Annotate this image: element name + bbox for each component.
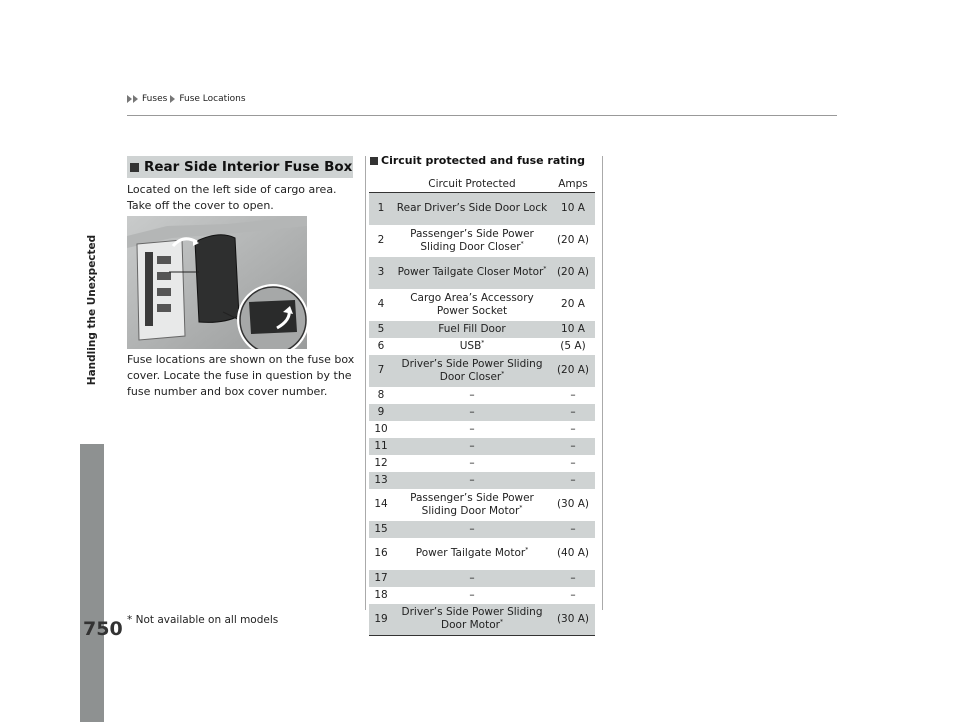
circuit-label: – bbox=[469, 388, 475, 401]
fuse-amps: – bbox=[551, 438, 595, 455]
fuse-amps: (20 A) bbox=[556, 234, 590, 246]
footnote-asterisk: * bbox=[481, 339, 485, 346]
circuit-label: – bbox=[469, 456, 475, 469]
table-row bbox=[369, 387, 595, 404]
fuse-amps: – bbox=[570, 422, 576, 435]
circuit-label: Fuel Fill Door bbox=[438, 322, 506, 335]
table-row bbox=[369, 489, 595, 521]
fuse-number: 9 bbox=[369, 404, 393, 421]
chevron-right-icon bbox=[170, 95, 175, 103]
fuse-number: 13 bbox=[369, 472, 393, 489]
fuse-number: 11 bbox=[369, 438, 393, 455]
table-row bbox=[369, 193, 595, 225]
table-row bbox=[369, 521, 595, 538]
circuit-label: USB bbox=[459, 339, 482, 352]
fuse-number: 17 bbox=[369, 570, 393, 587]
circuit-protected bbox=[393, 421, 551, 438]
circuit-protected bbox=[393, 321, 551, 338]
column-divider bbox=[602, 156, 603, 610]
fuse-amps: – bbox=[551, 521, 595, 538]
circuit-protected bbox=[393, 257, 551, 289]
fuse-number: 3 bbox=[369, 257, 393, 289]
circuit-protected bbox=[393, 404, 551, 421]
table-row bbox=[369, 455, 595, 472]
circuit-protected bbox=[393, 193, 551, 225]
table-heading bbox=[370, 154, 585, 167]
footnote-asterisk: * bbox=[501, 370, 505, 377]
table-row bbox=[369, 421, 595, 438]
fuse-number: 2 bbox=[377, 234, 385, 246]
table-row bbox=[369, 257, 595, 289]
fuse-number: 4 bbox=[377, 298, 385, 310]
fuse-amps: 10 A bbox=[551, 321, 595, 338]
section-instructions: Fuse locations are shown on the fuse box cover. Locate the fuse in question by the fuse number and box cover number. bbox=[127, 353, 355, 398]
fuse-number: 1 bbox=[369, 193, 393, 225]
fuse-amps: – bbox=[570, 388, 576, 401]
fuse-number: 10 bbox=[374, 422, 388, 435]
circuit-label: Passenger’s Side Power Sliding Door Motor bbox=[410, 491, 534, 517]
header-amps: Amps bbox=[551, 176, 595, 193]
breadcrumb-item-fuse-locations[interactable]: Fuse Locations bbox=[179, 94, 246, 104]
section-description: Located on the left side of cargo area. Take off the cover to open. bbox=[127, 183, 337, 212]
fuse-amps: (30 A) bbox=[556, 498, 590, 510]
section-title: Rear Side Interior Fuse Box bbox=[144, 159, 353, 175]
circuit-protected bbox=[393, 387, 551, 404]
circuit-protected bbox=[393, 538, 551, 570]
circuit-label: Rear Driver’s Side Door Lock bbox=[396, 202, 548, 215]
table-row bbox=[369, 404, 595, 421]
fuse-amps: (30 A) bbox=[551, 604, 595, 636]
fuse-amps: – bbox=[551, 472, 595, 489]
table-row bbox=[369, 355, 595, 387]
circuit-protected bbox=[393, 455, 551, 472]
fuse-number: 15 bbox=[369, 521, 393, 538]
table-row bbox=[369, 604, 595, 636]
circuit-label: – bbox=[469, 588, 475, 601]
circuit-label: – bbox=[469, 422, 475, 435]
fuse-number: 16 bbox=[374, 547, 388, 559]
table-row bbox=[369, 587, 595, 604]
table-row bbox=[369, 472, 595, 489]
circuit-label: – bbox=[469, 522, 475, 535]
fuse-number: 18 bbox=[374, 588, 388, 601]
table-row bbox=[369, 289, 595, 321]
circuit-label: Power Tailgate Closer Motor bbox=[397, 266, 544, 278]
table-row bbox=[369, 570, 595, 587]
circuit-label: Driver’s Side Power Sliding Door Motor bbox=[401, 606, 543, 632]
circuit-label: Passenger’s Side Power Sliding Door Closer bbox=[410, 227, 534, 253]
circuit-label: – bbox=[469, 439, 475, 452]
chevron-right-icon bbox=[127, 95, 132, 103]
breadcrumb bbox=[127, 94, 246, 104]
circuit-label: Driver’s Side Power Sliding Door Closer bbox=[401, 357, 543, 383]
footnote-asterisk: * bbox=[520, 240, 524, 247]
table-row bbox=[369, 538, 595, 570]
page-number: 750 bbox=[83, 618, 123, 640]
table-row bbox=[369, 438, 595, 455]
footnote: * Not available on all models bbox=[127, 614, 279, 626]
chevron-right-icon bbox=[133, 95, 138, 103]
table-title: Circuit protected and fuse rating bbox=[381, 154, 585, 167]
section-heading bbox=[127, 156, 353, 178]
footnote-asterisk: * bbox=[499, 618, 503, 626]
fuse-number: 5 bbox=[369, 321, 393, 338]
fuse-amps: – bbox=[551, 404, 595, 421]
circuit-protected bbox=[393, 355, 551, 387]
table-header-row bbox=[369, 176, 595, 193]
header-number bbox=[369, 176, 393, 193]
fuse-amps: – bbox=[570, 588, 576, 601]
fuse-number: 6 bbox=[377, 339, 385, 352]
fuse-amps: 20 A bbox=[561, 298, 585, 310]
column-divider bbox=[365, 156, 366, 610]
fuse-box-photo bbox=[127, 216, 307, 349]
circuit-protected bbox=[393, 225, 551, 257]
square-bullet-icon bbox=[130, 163, 139, 172]
footnote-asterisk: * bbox=[519, 504, 523, 511]
fuse-amps: (20 A) bbox=[551, 257, 595, 289]
circuit-protected bbox=[393, 472, 551, 489]
circuit-label: – bbox=[469, 473, 475, 486]
header-circuit: Circuit Protected bbox=[393, 176, 551, 193]
circuit-protected bbox=[393, 604, 551, 636]
fuse-number: 12 bbox=[374, 456, 388, 469]
breadcrumb-item-fuses[interactable]: Fuses bbox=[142, 94, 168, 104]
fuse-amps: – bbox=[570, 456, 576, 469]
fuse-amps: 10 A bbox=[551, 193, 595, 225]
table-row bbox=[369, 225, 595, 257]
square-bullet-icon bbox=[370, 157, 378, 165]
circuit-label: – bbox=[469, 405, 475, 418]
circuit-label: Cargo Area’s Accessory Power Socket bbox=[410, 291, 534, 317]
chapter-tab-label bbox=[80, 90, 104, 530]
fuse-amps: (20 A) bbox=[551, 355, 595, 387]
chapter-title: Handling the Unexpected bbox=[86, 234, 98, 386]
fuse-amps: – bbox=[551, 570, 595, 587]
circuit-protected bbox=[393, 521, 551, 538]
fuse-number: 19 bbox=[369, 604, 393, 636]
header-divider bbox=[127, 115, 837, 116]
circuit-protected bbox=[393, 489, 551, 521]
fuse-number: 8 bbox=[377, 388, 385, 401]
fuse-number: 7 bbox=[369, 355, 393, 387]
footnote-asterisk: * bbox=[525, 546, 529, 554]
circuit-label: – bbox=[469, 571, 475, 584]
fuse-number: 14 bbox=[374, 498, 388, 510]
circuit-label: Power Tailgate Motor bbox=[415, 547, 526, 559]
footnote-asterisk: * bbox=[543, 265, 547, 273]
table-row bbox=[369, 338, 595, 355]
fuse-rating-table bbox=[369, 176, 595, 636]
circuit-protected bbox=[393, 338, 551, 355]
table-body bbox=[369, 193, 595, 636]
circuit-protected bbox=[393, 570, 551, 587]
fuse-amps: (5 A) bbox=[560, 339, 586, 352]
circuit-protected bbox=[393, 438, 551, 455]
fuse-amps: (40 A) bbox=[556, 547, 590, 559]
circuit-protected bbox=[393, 289, 551, 321]
table-row bbox=[369, 321, 595, 338]
circuit-protected bbox=[393, 587, 551, 604]
